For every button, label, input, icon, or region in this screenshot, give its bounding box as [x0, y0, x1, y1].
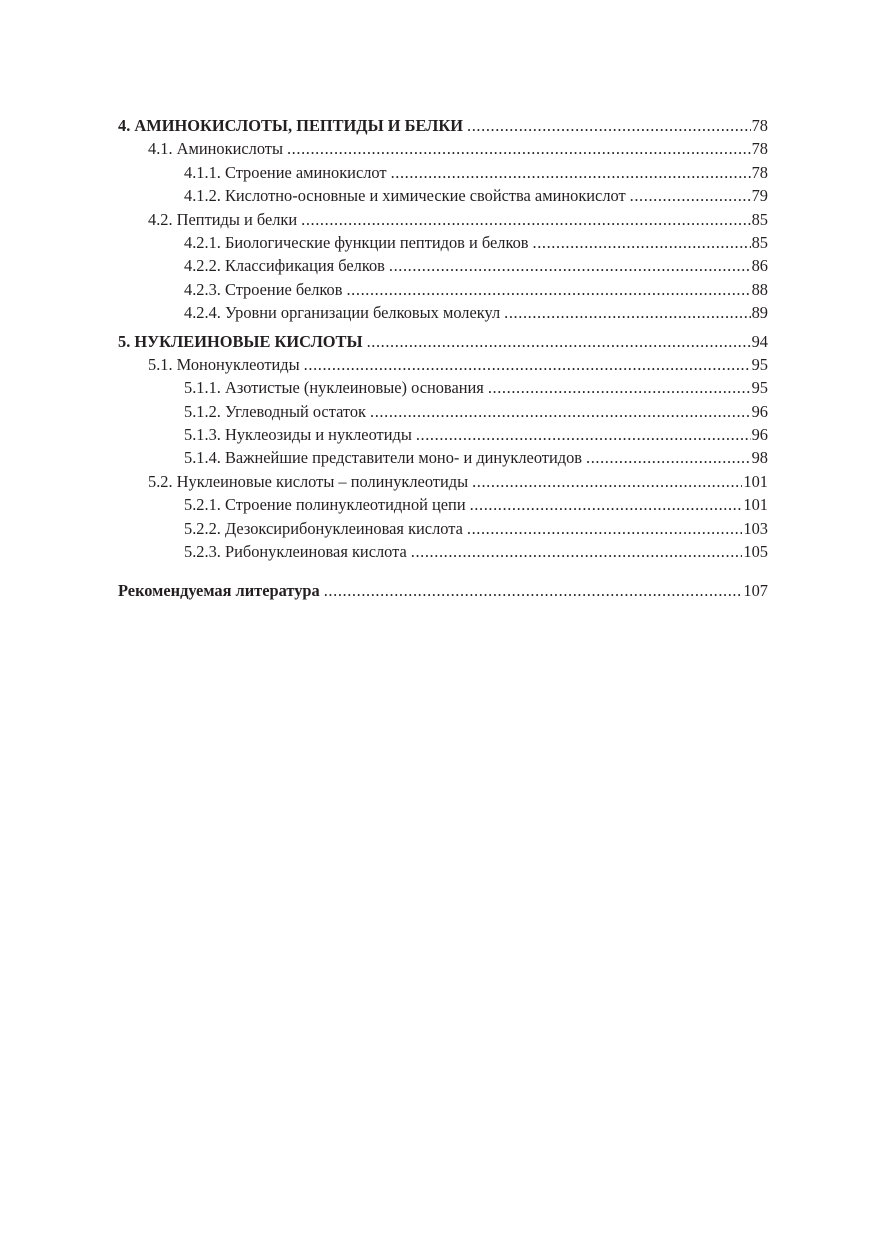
toc-entry-title: 4.1.2. Кислотно-основные и химические свойства аминокислот: [184, 186, 626, 206]
toc-entry-5-2: [118, 470, 768, 493]
toc-entry-page: 85: [751, 209, 768, 229]
toc-entry-5-2-3: [118, 540, 768, 563]
toc-entry-4-2-1: [118, 231, 768, 254]
toc-entry-page: 107: [743, 581, 768, 601]
toc-entry-title: 5.1.2. Углеводный остаток: [184, 401, 367, 421]
toc-entry-page: 78: [751, 116, 768, 135]
toc-entry-title: 5. НУКЛЕИНОВЫЕ КИСЛОТЫ: [118, 331, 363, 351]
toc-entry-page: 98: [751, 448, 768, 468]
toc-entry-page: 95: [751, 378, 768, 398]
toc-entry-page: 95: [751, 354, 768, 374]
table-of-contents: [118, 114, 768, 603]
toc-entry-5-1-3: [118, 423, 768, 446]
toc-entry-5-2-1: [118, 493, 768, 516]
toc-entry-5-2-2: [118, 517, 768, 540]
toc-entry-5-1-4: [118, 446, 768, 469]
toc-entry-4-2-4: [118, 301, 768, 324]
toc-entry-page: 103: [743, 518, 768, 538]
toc-entry-page: 78: [751, 139, 768, 159]
toc-entry-4-1-2: [118, 184, 768, 207]
toc-entry-page: 79: [751, 186, 768, 206]
dot-leader: [504, 301, 750, 324]
dot-leader: [370, 400, 751, 423]
toc-entry-page: 78: [751, 162, 768, 182]
toc-entry-title: 5.1.1. Азотистые (нуклеиновые) основания: [184, 378, 484, 398]
toc-entry-page: 101: [743, 471, 768, 491]
toc-entry-chapter-5: [118, 330, 768, 353]
dot-leader: [472, 470, 742, 493]
toc-entry-chapter-4: [118, 114, 768, 137]
toc-entry-title: 5.1.3. Нуклеозиды и нуклеотиды: [184, 425, 412, 445]
dot-leader: [301, 208, 750, 231]
dot-leader: [411, 540, 743, 563]
toc-entry-title: 4.2.4. Уровни организации белковых молекул: [184, 303, 501, 323]
toc-entry-title: 4.2.1. Биологические функции пептидов и белков: [184, 232, 529, 252]
dot-leader: [467, 517, 743, 540]
dot-leader: [533, 231, 751, 254]
toc-entry-page: 88: [751, 279, 768, 299]
toc-entry-4-1: [118, 137, 768, 160]
dot-leader: [630, 184, 751, 207]
dot-leader: [488, 376, 751, 399]
toc-entry-page: 86: [751, 256, 768, 276]
toc-entry-title: 4.1. Аминокислоты: [148, 139, 283, 159]
toc-entry-page: 101: [743, 495, 768, 515]
toc-entry-title: 5.1.4. Важнейшие представители моно- и динуклеотидов: [184, 448, 583, 468]
toc-entry-title: 5.1. Мононуклеотиды: [148, 354, 300, 374]
toc-entry-4-2: [118, 208, 768, 231]
dot-leader: [304, 353, 751, 376]
dot-leader: [346, 278, 750, 301]
toc-entry-5-1-1: [118, 376, 768, 399]
toc-entry-title: 4. АМИНОКИСЛОТЫ, ПЕПТИДЫ И БЕЛКИ: [118, 116, 464, 135]
toc-entry-title: Рекомендуемая литература: [118, 581, 320, 601]
toc-entry-4-2-2: [118, 254, 768, 277]
toc-entry-title: 4.2.2. Классификация белков: [184, 256, 385, 276]
toc-entry-title: 4.2. Пептиды и белки: [148, 209, 298, 229]
toc-entry-title: 4.2.3. Строение белков: [184, 279, 343, 299]
toc-entry-page: 105: [743, 542, 768, 562]
toc-entry-5-1-2: [118, 400, 768, 423]
dot-leader: [324, 579, 743, 602]
toc-entry-page: 96: [751, 401, 768, 421]
toc-entry-title: 4.1.1. Строение аминокислот: [184, 162, 387, 182]
dot-leader: [416, 423, 751, 446]
toc-entry-4-2-3: [118, 278, 768, 301]
toc-entry-title: 5.2.1. Строение полинуклеотидной цепи: [184, 495, 466, 515]
dot-leader: [287, 137, 751, 160]
toc-entry-page: 94: [751, 331, 768, 351]
toc-entry-5-1: [118, 353, 768, 376]
toc-entry-page: 89: [751, 303, 768, 323]
dot-leader: [391, 161, 751, 184]
toc-entry-4-1-1: [118, 161, 768, 184]
toc-entry-page: 85: [751, 232, 768, 252]
dot-leader: [367, 330, 751, 353]
toc-entry-page: 96: [751, 425, 768, 445]
dot-leader: [470, 493, 743, 516]
toc-entry-title: 5.2.3. Рибонуклеиновая кислота: [184, 542, 407, 562]
dot-leader: [389, 254, 751, 277]
toc-entry-title: 5.2.2. Дезоксирибонуклеиновая кислота: [184, 518, 463, 538]
toc-entry-title: 5.2. Нуклеиновые кислоты – полинуклеотиды: [148, 471, 469, 491]
dot-leader: [586, 446, 751, 469]
dot-leader: [467, 114, 751, 137]
toc-entry-references: [118, 579, 768, 602]
